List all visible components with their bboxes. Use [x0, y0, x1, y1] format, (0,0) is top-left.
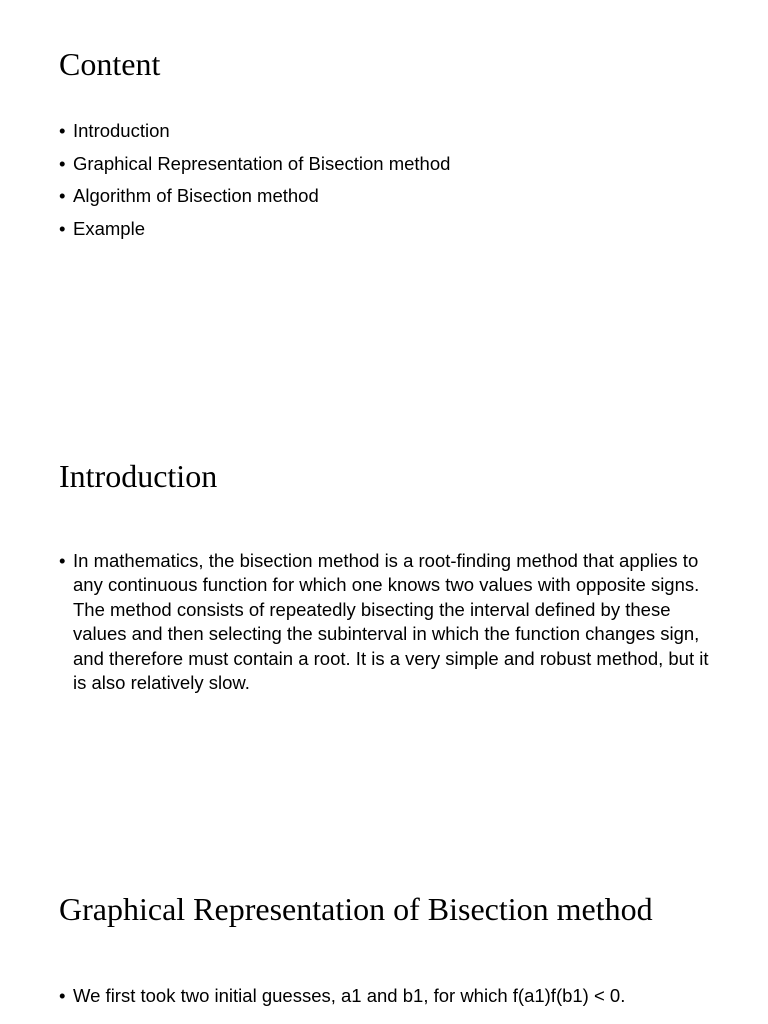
- list-item: [59, 180, 450, 213]
- bullet-text: Introduction: [73, 120, 170, 141]
- slide-title: Graphical Representation of Bisection method: [59, 891, 653, 927]
- bullet-icon: •: [59, 185, 66, 206]
- list-item: [59, 148, 450, 181]
- bullet-icon: •: [59, 985, 66, 1006]
- bullet-list: [59, 549, 719, 695]
- list-item: [59, 213, 450, 246]
- list-item: [59, 549, 719, 695]
- list-item: [59, 981, 739, 1011]
- bullet-text: Graphical Representation of Bisection method: [73, 152, 451, 174]
- bullet-icon: •: [59, 550, 66, 571]
- bullet-list: [59, 981, 739, 1011]
- bullet-text: Example: [73, 217, 145, 239]
- bullet-text: In mathematics, the bisection method is a root-finding method that applies to any continuous function for which one knows two values with opposite signs. The method consists of repeatedly bisecting the interval defined by these values and then selecting the subinterval in which the function changes sign, and therefore must contain a root. It is a very simple and robust method, but it is also relatively slow.: [73, 550, 709, 694]
- list-item: [59, 115, 450, 148]
- bullet-text: Algorithm of Bisection method: [73, 185, 319, 206]
- bullet-text: We first took two initial guesses, a1 and b1, for which f(a1)f(b1) < 0.: [73, 985, 626, 1006]
- bullet-icon: •: [59, 217, 66, 239]
- bullet-icon: •: [59, 120, 66, 141]
- slide-title: Content: [59, 46, 161, 82]
- slide-title: Introduction: [59, 458, 218, 494]
- bullet-icon: •: [59, 152, 66, 174]
- bullet-list: [59, 115, 450, 245]
